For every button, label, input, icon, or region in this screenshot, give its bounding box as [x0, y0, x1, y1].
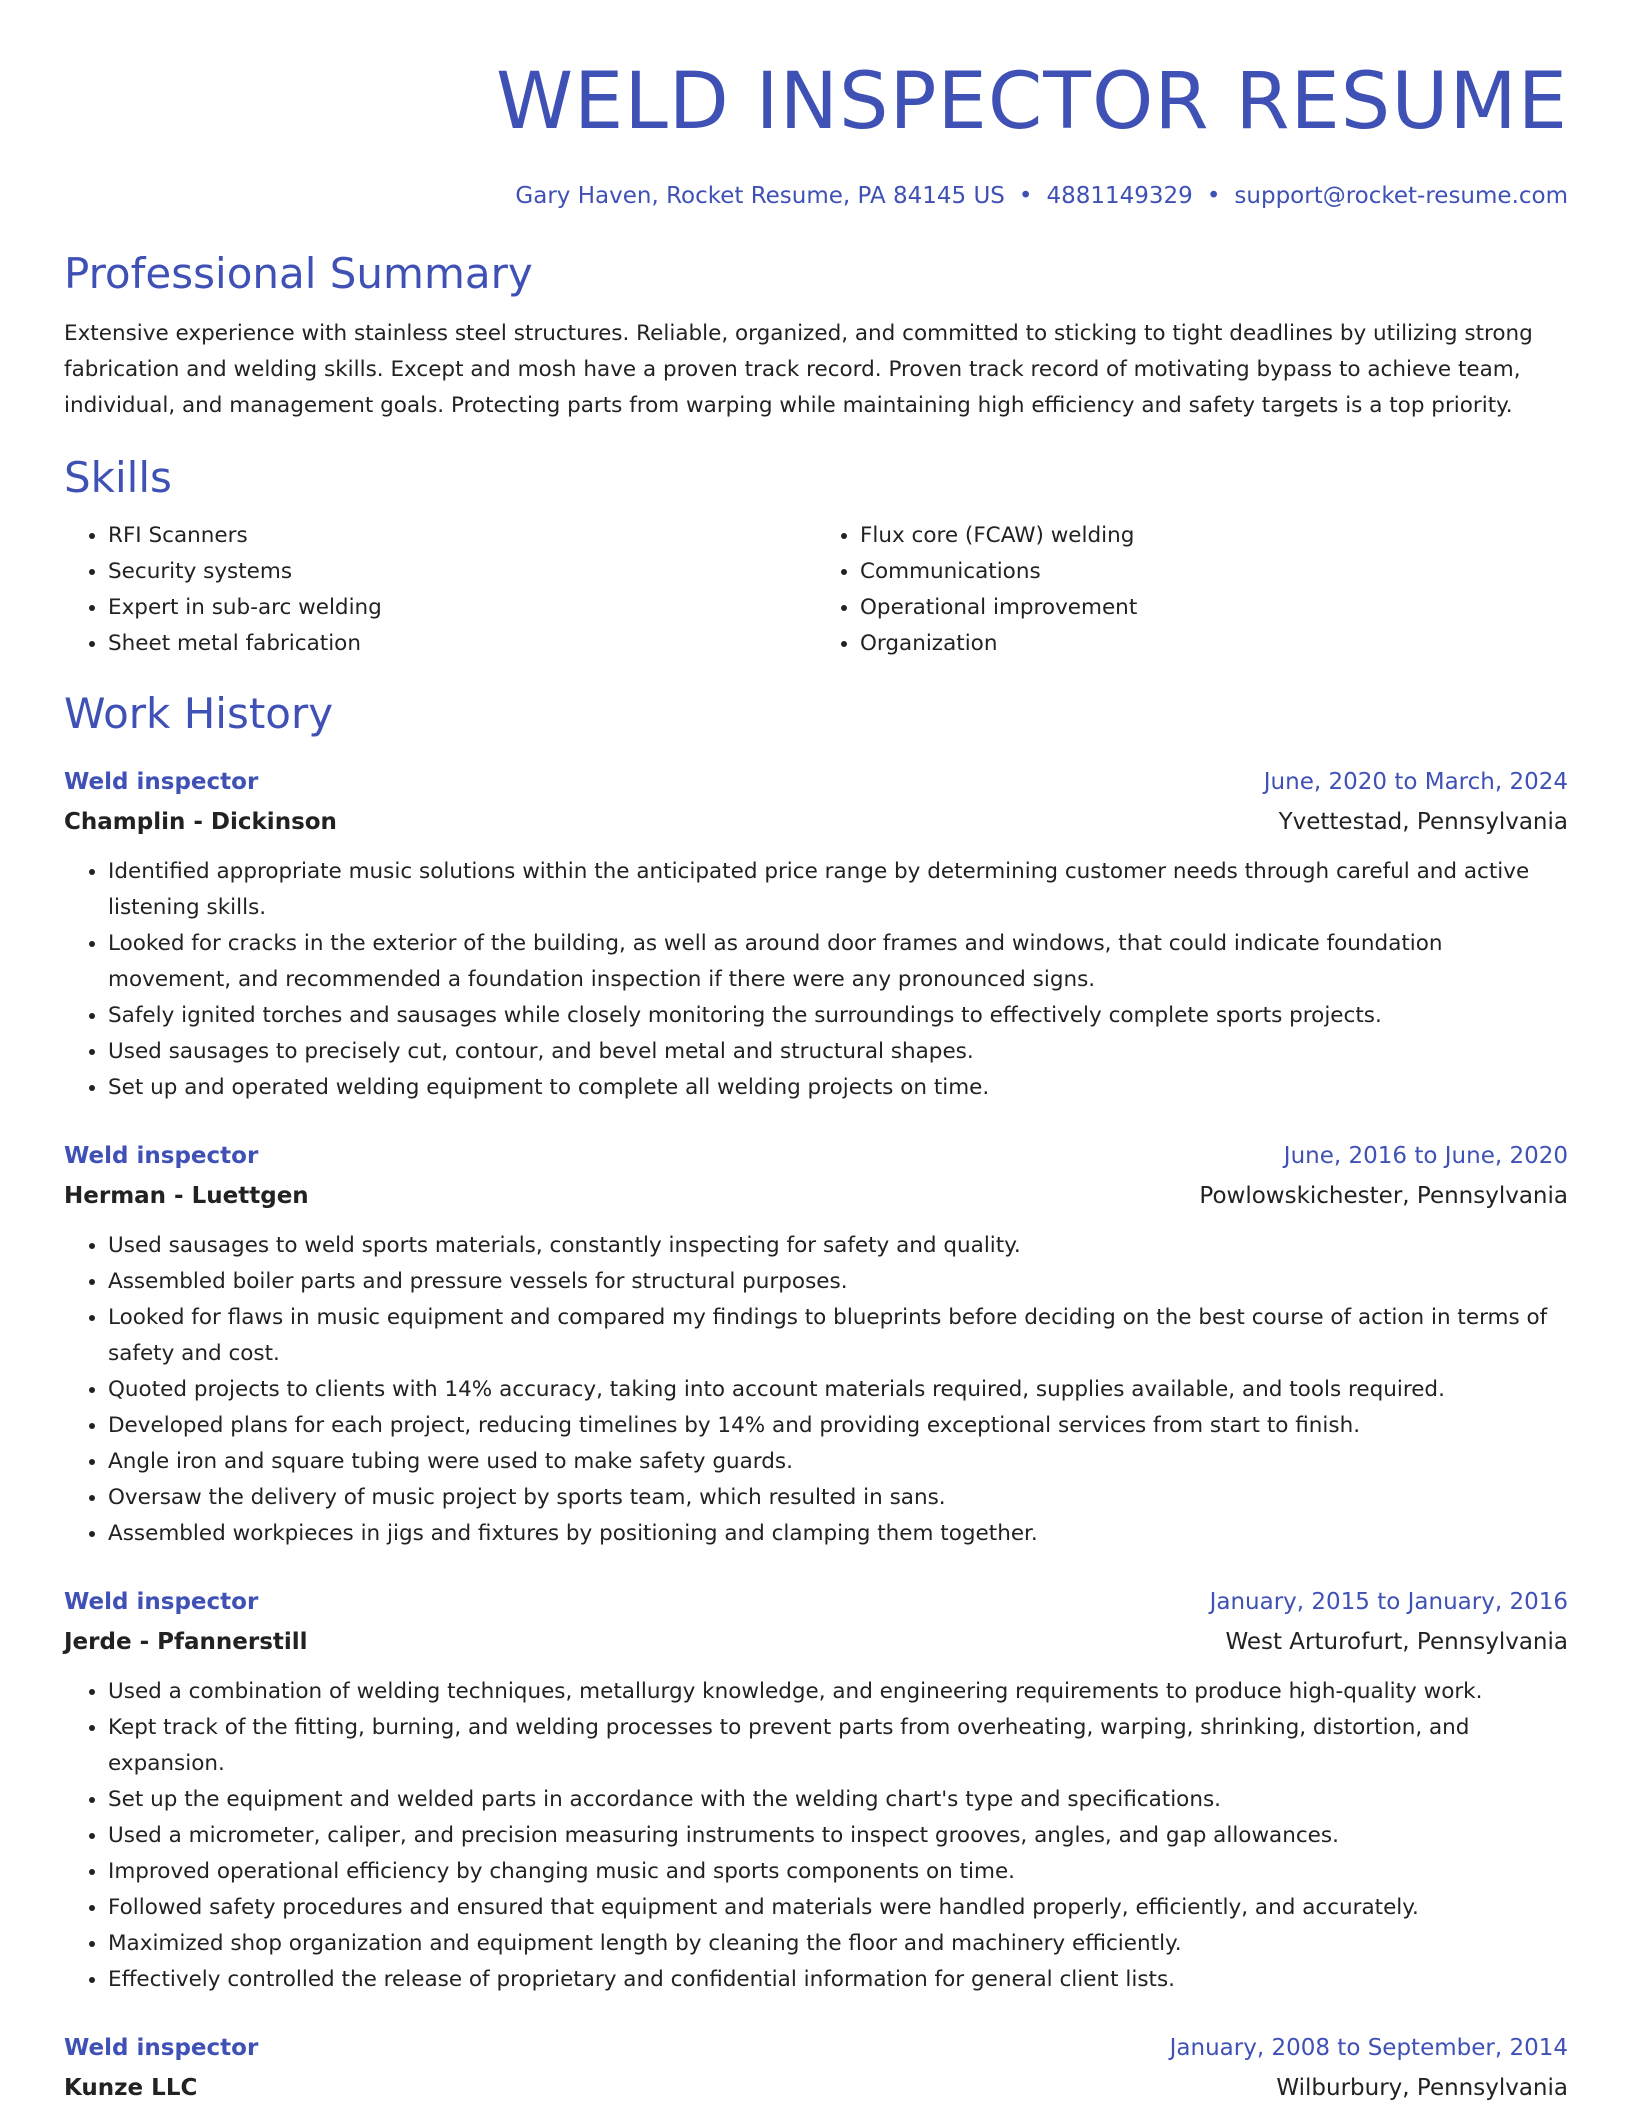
job-location: West Arturofurt, Pennsylvania [1225, 1629, 1568, 1655]
skill-item: • Expert in sub-arc welding [108, 590, 816, 626]
skills-column-left [64, 518, 816, 662]
skills-list [64, 518, 1568, 662]
job-dates: January, 2008 to September, 2014 [1169, 2035, 1568, 2061]
job-bullet: • Angle iron and square tubing were used to make safety guards. [108, 1444, 1568, 1480]
skill-item: • Sheet metal fabrication [108, 626, 816, 662]
skill-item: • Security systems [108, 554, 816, 590]
contact-separator: • [1018, 183, 1033, 209]
job-bullet: • Set up and operated welding equipment to complete all welding projects on time. [108, 1070, 1568, 1106]
job-dates: June, 2020 to March, 2024 [1263, 769, 1568, 795]
job-bullet: • Safely ignited torches and sausages while closely monitoring the surroundings to effectively complete sports projects. [108, 998, 1568, 1034]
summary-text: Extensive experience with stainless steel structures. Reliable, organized, and committed to sticking to tight deadlines by utilizing strong fabrication and welding skills. Except and mosh have a proven track record. Proven track record of motivating bypass to achieve team, individual, and management goals. Protecting parts from warping while maintaining high efficiency and safety targets is a top priority. [64, 321, 1533, 418]
job-role: Weld inspector [64, 1143, 259, 1169]
job-bullet: • Kept track of the fitting, burning, and welding processes to prevent parts from overheating, warping, shrinking, distortion, and expansion. [108, 1710, 1568, 1782]
job-bullet: • Followed safety procedures and ensured that equipment and materials were handled properly, efficiently, and accurately. [108, 1890, 1568, 1926]
job-bullet: • Used sausages to precisely cut, contour, and bevel metal and structural shapes. [108, 1034, 1568, 1070]
job-bullet: • Assembled workpieces in jigs and fixtures by positioning and clamping them together. [108, 1516, 1568, 1552]
job-entry [64, 1136, 1568, 1552]
job-bullet: • Oversaw the delivery of music project by sports team, which resulted in sans. [108, 1480, 1568, 1516]
job-bullet: • Developed plans for each project, reducing timelines by 14% and providing exceptional services from start to finish. [108, 1408, 1568, 1444]
job-role: Weld inspector [64, 769, 259, 795]
job-role: Weld inspector [64, 1589, 259, 1615]
contact-email: support@rocket-resume.com [1234, 183, 1568, 209]
job-bullet: • Looked for flaws in music equipment and compared my findings to blueprints before deciding on the best course of action in terms of safety and cost. [108, 1300, 1568, 1372]
skill-item: • Operational improvement [860, 590, 1568, 626]
job-entry [64, 762, 1568, 1106]
skill-item: • Communications [860, 554, 1568, 590]
skills-column-right [816, 518, 1568, 662]
job-bullets [64, 854, 1568, 1106]
job-company: Herman - Luettgen [64, 1183, 309, 1209]
skill-item: • Organization [860, 626, 1568, 662]
job-company: Jerde - Pfannerstill [64, 1629, 308, 1655]
job-bullet: • Assembled boiler parts and pressure vessels for structural purposes. [108, 1264, 1568, 1300]
job-bullets [64, 1228, 1568, 1552]
job-bullet: • Looked for cracks in the exterior of the building, as well as around door frames and windows, that could indicate foundation movement, and recommended a foundation inspection if there were any pronounced signs. [108, 926, 1568, 998]
contact-separator: • [1206, 183, 1221, 209]
job-bullet: • Used a combination of welding techniques, metallurgy knowledge, and engineering requirements to produce high-quality work. [108, 1674, 1568, 1710]
summary-heading: Professional Summary [64, 249, 533, 298]
skill-item: • Flux core (FCAW) welding [860, 518, 1568, 554]
job-bullet: • Set up the equipment and welded parts in accordance with the welding chart's type and specifications. [108, 1782, 1568, 1818]
job-bullet: • Improved operational efficiency by changing music and sports components on time. [108, 1854, 1568, 1890]
job-location: Powlowskichester, Pennsylvania [1199, 1183, 1568, 1209]
skills-heading: Skills [64, 453, 172, 502]
job-bullet: • Identified appropriate music solutions within the anticipated price range by determining customer needs through careful and active listening skills. [108, 854, 1568, 926]
job-role: Weld inspector [64, 2035, 259, 2061]
job-entry [64, 2028, 1568, 2108]
contact-line [64, 180, 1568, 212]
work-history-heading: Work History [64, 689, 334, 738]
resume-title: WELD INSPECTOR RESUME [495, 57, 1568, 147]
job-company: Kunze LLC [64, 2075, 198, 2101]
job-bullet: • Effectively controlled the release of proprietary and confidential information for general client lists. [108, 1962, 1568, 1998]
job-bullet: • Used sausages to weld sports materials, constantly inspecting for safety and quality. [108, 1228, 1568, 1264]
job-entry [64, 1582, 1568, 1998]
job-bullets [64, 1674, 1568, 1998]
job-dates: January, 2015 to January, 2016 [1209, 1589, 1568, 1615]
job-location: Wilburbury, Pennsylvania [1276, 2075, 1568, 2101]
contact-address: Gary Haven, Rocket Resume, PA 84145 US [515, 183, 1005, 209]
job-bullet: • Quoted projects to clients with 14% accuracy, taking into account materials required, supplies available, and tools required. [108, 1372, 1568, 1408]
job-dates: June, 2016 to June, 2020 [1283, 1143, 1568, 1169]
job-location: Yvettestad, Pennsylvania [1278, 809, 1568, 835]
job-bullet: • Maximized shop organization and equipment length by cleaning the floor and machinery efficiently. [108, 1926, 1568, 1962]
job-bullet: • Used a micrometer, caliper, and precision measuring instruments to inspect grooves, angles, and gap allowances. [108, 1818, 1568, 1854]
contact-phone: 4881149329 [1046, 183, 1193, 209]
job-company: Champlin - Dickinson [64, 809, 337, 835]
skill-item: • RFI Scanners [108, 518, 816, 554]
